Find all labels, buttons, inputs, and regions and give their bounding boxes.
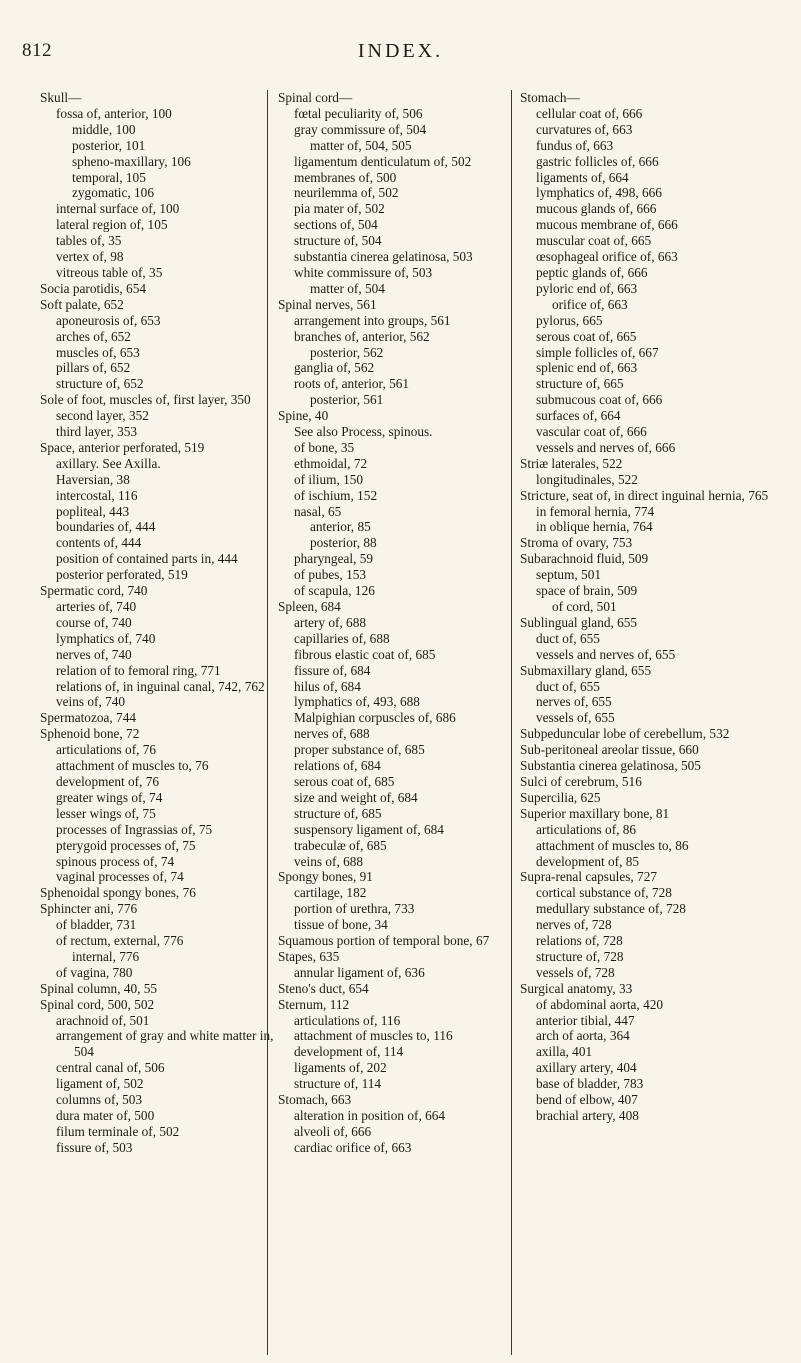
index-entry: Striæ laterales, 522 [520, 455, 623, 471]
index-entry: mucous glands of, 666 [536, 201, 657, 217]
index-entry: arches of, 652 [56, 328, 131, 344]
index-entry: Subpeduncular lobe of cerebellum, 532 [520, 726, 730, 742]
index-entry: lymphatics of, 498, 666 [536, 185, 662, 201]
index-entry: position of contained parts in, 444 [56, 551, 238, 567]
index-entry: ethmoidal, 72 [294, 455, 368, 471]
index-entry: pylorus, 665 [536, 312, 603, 328]
index-entry: muscular coat of, 665 [536, 233, 652, 249]
index-entry: vessels and nerves of, 655 [536, 646, 676, 662]
index-entry: attachment of muscles to, 86 [536, 837, 689, 853]
index-entry: Sub-peritoneal areolar tissue, 660 [520, 742, 699, 758]
index-entry: internal, 776 [72, 948, 140, 964]
index-entry: portion of urethra, 733 [294, 901, 415, 917]
index-entry: veins of, 740 [56, 694, 126, 710]
index-entry: structure of, 652 [56, 376, 144, 392]
index-entry: nasal, 65 [294, 503, 342, 519]
index-entry: cortical substance of, 728 [536, 885, 672, 901]
index-entry: course of, 740 [56, 614, 132, 630]
index-entry: Spleen, 684 [278, 599, 341, 614]
index-entry: pharyngeal, 59 [294, 551, 374, 567]
index-entry: veins of, 688 [294, 853, 364, 869]
index-entry: mucous membrane of, 666 [536, 217, 678, 233]
index-entry: capillaries of, 688 [294, 630, 390, 646]
index-entry: nerves of, 688 [294, 726, 370, 742]
index-entry: Sternum, 112 [278, 996, 350, 1012]
index-entry: middle, 100 [72, 121, 136, 137]
index-entry: curvatures of, 663 [536, 121, 633, 137]
index-entry: articulations of, 86 [536, 821, 637, 837]
index-entry: duct of, 655 [536, 678, 600, 694]
index-entry: annular ligament of, 636 [294, 964, 425, 980]
index-entry: fœtal peculiarity of, 506 [294, 105, 423, 121]
index-entry: tables of, 35 [56, 233, 122, 249]
index-entry: Soft palate, 652 [40, 296, 124, 312]
index-entry: posterior, 562 [310, 344, 384, 360]
index-entry: simple follicles of, 667 [536, 344, 659, 360]
index-entry: of bone, 35 [294, 439, 355, 455]
index-entry: brachial artery, 408 [536, 1108, 639, 1123]
index-entry: matter of, 504, 505 [310, 137, 412, 153]
index-entry: second layer, 352 [56, 408, 149, 424]
index-entry: axillary. See Axilla. [56, 455, 161, 471]
index-entry: posterior, 88 [310, 535, 377, 551]
index-entry: nerves of, 740 [56, 646, 132, 662]
column-divider [511, 90, 512, 1355]
index-column-2 [278, 90, 508, 1156]
index-entry: zygomatic, 106 [72, 185, 154, 201]
index-entry: neurilemma of, 502 [294, 185, 399, 201]
index-entry: axillary artery, 404 [536, 1060, 637, 1076]
index-entry: relations of, in inguinal canal, 742, 762 [56, 678, 265, 694]
index-entry: of scapula, 126 [294, 583, 375, 599]
index-entry: vertex of, 98 [56, 249, 124, 265]
index-entry: of abdominal aorta, 420 [536, 996, 664, 1012]
index-entry: of ischium, 152 [294, 487, 378, 503]
index-entry: third layer, 353 [56, 424, 138, 440]
index-entry: duct of, 655 [536, 630, 600, 646]
index-entry: branches of, anterior, 562 [294, 328, 430, 344]
index-entry: of bladder, 731 [56, 917, 137, 933]
index-entry: size and weight of, 684 [294, 789, 418, 805]
index-entry: serous coat of, 665 [536, 328, 637, 344]
index-entry: vitreous table of, 35 [56, 264, 163, 280]
index-entry: Steno's duct, 654 [278, 980, 369, 996]
index-entry: pia mater of, 502 [294, 201, 385, 217]
index-entry: roots of, anterior, 561 [294, 376, 410, 392]
index-entry: Spermatic cord, 740 [40, 583, 148, 599]
index-entry: matter of, 504 [310, 280, 385, 296]
index-entry: Haversian, 38 [56, 471, 130, 487]
index-entry: attachment of muscles to, 116 [294, 1028, 453, 1044]
index-entry: cellular coat of, 666 [536, 105, 643, 121]
index-entry: nerves of, 655 [536, 694, 612, 710]
index-entry: lymphatics of, 740 [56, 630, 156, 646]
index-entry: structure of, 728 [536, 948, 624, 964]
index-entry: lymphatics of, 493, 688 [294, 694, 420, 710]
index-entry: anterior, 85 [310, 519, 371, 535]
index-entry: columns of, 503 [56, 1092, 143, 1108]
index-entry: cartilage, 182 [294, 885, 367, 901]
index-entry: Stomach— [520, 90, 580, 105]
index-entry: intercostal, 116 [56, 487, 138, 503]
index-entry: vaginal processes of, 74 [56, 869, 184, 885]
index-entry: of ilium, 150 [294, 471, 364, 487]
index-entry: Sphenoidal spongy bones, 76 [40, 885, 196, 901]
index-entry: Superior maxillary bone, 81 [520, 805, 670, 821]
index-entry: arrangement of gray and white matter in, 504 [56, 1028, 274, 1060]
index-entry: vessels of, 728 [536, 964, 615, 980]
index-entry: Socia parotidis, 654 [40, 280, 146, 296]
index-entry: development of, 114 [294, 1044, 404, 1060]
index-entry: Supra-renal capsules, 727 [520, 869, 657, 885]
index-entry: filum terminale of, 502 [56, 1123, 180, 1139]
index-entry: ligamentum denticulatum of, 502 [294, 153, 472, 169]
index-entry: cardiac orifice of, 663 [294, 1139, 412, 1155]
index-entry: space of brain, 509 [536, 583, 638, 599]
index-entry: of cord, 501 [552, 599, 617, 614]
index-entry: ligament of, 502 [56, 1076, 144, 1092]
index-entry: pterygoid processes of, 75 [56, 837, 196, 853]
index-entry: Skull— [40, 90, 82, 105]
index-entry: arrangement into groups, 561 [294, 312, 451, 328]
index-entry: Substantia cinerea gelatinosa, 505 [520, 758, 701, 774]
index-entry: substantia cinerea gelatinosa, 503 [294, 249, 473, 265]
index-entry: in oblique hernia, 764 [536, 519, 653, 535]
index-entry: Space, anterior perforated, 519 [40, 439, 205, 455]
index-entry: vascular coat of, 666 [536, 424, 647, 440]
index-entry: popliteal, 443 [56, 503, 130, 519]
index-entry: structure of, 685 [294, 805, 382, 821]
index-entry: fissure of, 503 [56, 1139, 133, 1155]
index-entry: Submaxillary gland, 655 [520, 662, 652, 678]
index-entry: processes of Ingrassias of, 75 [56, 821, 213, 837]
index-entry: arteries of, 740 [56, 599, 137, 614]
index-entry: Surgical anatomy, 33 [520, 980, 633, 996]
page-header [0, 40, 801, 70]
index-entry: ganglia of, 562 [294, 360, 375, 376]
index-entry: dura mater of, 500 [56, 1108, 155, 1123]
page-number: 812 [22, 40, 52, 61]
index-entry: of vagina, 780 [56, 964, 133, 980]
index-entry: structure of, 504 [294, 233, 382, 249]
index-entry: peptic glands of, 666 [536, 264, 648, 280]
index-entry: white commissure of, 503 [294, 264, 433, 280]
index-entry: central canal of, 506 [56, 1060, 165, 1076]
index-entry: pillars of, 652 [56, 360, 131, 376]
index-entry: alveoli of, 666 [294, 1123, 372, 1139]
index-entry: Spermatozoa, 744 [40, 710, 137, 726]
index-entry: serous coat of, 685 [294, 773, 395, 789]
index-column-3 [520, 90, 770, 1124]
index-entry: Sublingual gland, 655 [520, 614, 638, 630]
index-entry: œsophageal orifice of, 663 [536, 249, 678, 265]
index-entry: Stroma of ovary, 753 [520, 535, 633, 551]
index-entry: lesser wings of, 75 [56, 805, 156, 821]
index-entry: structure of, 114 [294, 1076, 382, 1092]
index-entry: structure of, 665 [536, 376, 624, 392]
index-entry: posterior, 561 [310, 392, 384, 408]
index-entry: alteration in position of, 664 [294, 1108, 446, 1123]
index-entry: lateral region of, 105 [56, 217, 168, 233]
index-entry: ligaments of, 664 [536, 169, 629, 185]
index-entry: spinous process of, 74 [56, 853, 175, 869]
index-entry: tissue of bone, 34 [294, 917, 388, 933]
index-entry: sections of, 504 [294, 217, 378, 233]
index-entry: Spinal column, 40, 55 [40, 980, 158, 996]
index-entry: submucous coat of, 666 [536, 392, 663, 408]
index-entry: gastric follicles of, 666 [536, 153, 659, 169]
index-entry: arachnoid of, 501 [56, 1012, 150, 1028]
index-entry: articulations of, 116 [294, 1012, 401, 1028]
index-column-1 [40, 90, 280, 1156]
index-entry: development of, 85 [536, 853, 640, 869]
index-entry: in femoral hernia, 774 [536, 503, 655, 519]
page-title: INDEX. [357, 40, 444, 62]
index-entry: fundus of, 663 [536, 137, 614, 153]
index-entry: vessels of, 655 [536, 710, 615, 726]
index-entry: orifice of, 663 [552, 296, 628, 312]
index-entry: development of, 76 [56, 773, 160, 789]
index-entry: temporal, 105 [72, 169, 146, 185]
index-entry: medullary substance of, 728 [536, 901, 686, 917]
index-entry: Squamous portion of temporal bone, 67 [278, 933, 490, 949]
index-entry: vessels and nerves of, 666 [536, 439, 676, 455]
index-entry: Spinal cord— [278, 90, 353, 105]
index-entry: nerves of, 728 [536, 917, 612, 933]
index-entry: pyloric end of, 663 [536, 280, 638, 296]
index-entry: articulations of, 76 [56, 742, 157, 758]
index-entry: Spinal cord, 500, 502 [40, 996, 155, 1012]
index-entry: contents of, 444 [56, 535, 142, 551]
index-entry: attachment of muscles to, 76 [56, 758, 209, 774]
index-entry: Malpighian corpuscles of, 686 [294, 710, 456, 726]
index-entry: fissure of, 684 [294, 662, 371, 678]
index-entry: Stapes, 635 [278, 948, 340, 964]
index-entry: relations of, 728 [536, 933, 623, 949]
index-entry: posterior perforated, 519 [56, 567, 188, 583]
index-entry: internal surface of, 100 [56, 201, 180, 217]
index-entry: axilla, 401 [536, 1044, 593, 1060]
index-entry: relation of to femoral ring, 771 [56, 662, 221, 678]
index-entry: arch of aorta, 364 [536, 1028, 630, 1044]
index-entry: Sole of foot, muscles of, first layer, 350 [40, 392, 251, 408]
index-entry: membranes of, 500 [294, 169, 397, 185]
index-entry: Stomach, 663 [278, 1092, 352, 1108]
index-entry: proper substance of, 685 [294, 742, 425, 758]
index-entry: bend of elbow, 407 [536, 1092, 638, 1108]
index-entry: Stricture, seat of, in direct inguinal hernia, 765 [520, 487, 769, 503]
index-entry: suspensory ligament of, 684 [294, 821, 444, 837]
index-entry: anterior tibial, 447 [536, 1012, 635, 1028]
index-entry: artery of, 688 [294, 614, 366, 630]
index-entry: Spongy bones, 91 [278, 869, 373, 885]
index-entry: septum, 501 [536, 567, 602, 583]
index-entry: Spine, 40 [278, 408, 329, 424]
index-entry: boundaries of, 444 [56, 519, 156, 535]
index-entry: ligaments of, 202 [294, 1060, 387, 1076]
index-entry: See also Process, spinous. [294, 424, 433, 440]
index-entry: fibrous elastic coat of, 685 [294, 646, 436, 662]
index-entry: posterior, 101 [72, 137, 146, 153]
index-entry: base of bladder, 783 [536, 1076, 644, 1092]
index-entry: of pubes, 153 [294, 567, 367, 583]
index-entry: fossa of, anterior, 100 [56, 105, 172, 121]
index-entry: spheno-maxillary, 106 [72, 153, 191, 169]
index-entry: greater wings of, 74 [56, 789, 163, 805]
index-entry: Subarachnoid fluid, 509 [520, 551, 649, 567]
index-entry: Sphincter ani, 776 [40, 901, 138, 917]
index-entry: splenic end of, 663 [536, 360, 638, 376]
index-entry: Spinal nerves, 561 [278, 296, 377, 312]
index-entry: trabeculæ of, 685 [294, 837, 387, 853]
index-entry: of rectum, external, 776 [56, 933, 184, 949]
index-entry: hilus of, 684 [294, 678, 361, 694]
index-entry: Supercilia, 625 [520, 789, 601, 805]
index-entry: aponeurosis of, 653 [56, 312, 161, 328]
index-entry: gray commissure of, 504 [294, 121, 427, 137]
index-entry: muscles of, 653 [56, 344, 140, 360]
index-entry: longitudinales, 522 [536, 471, 638, 487]
index-entry: Sulci of cerebrum, 516 [520, 773, 642, 789]
index-entry: Sphenoid bone, 72 [40, 726, 140, 742]
index-entry: relations of, 684 [294, 758, 381, 774]
index-entry: surfaces of, 664 [536, 408, 621, 424]
